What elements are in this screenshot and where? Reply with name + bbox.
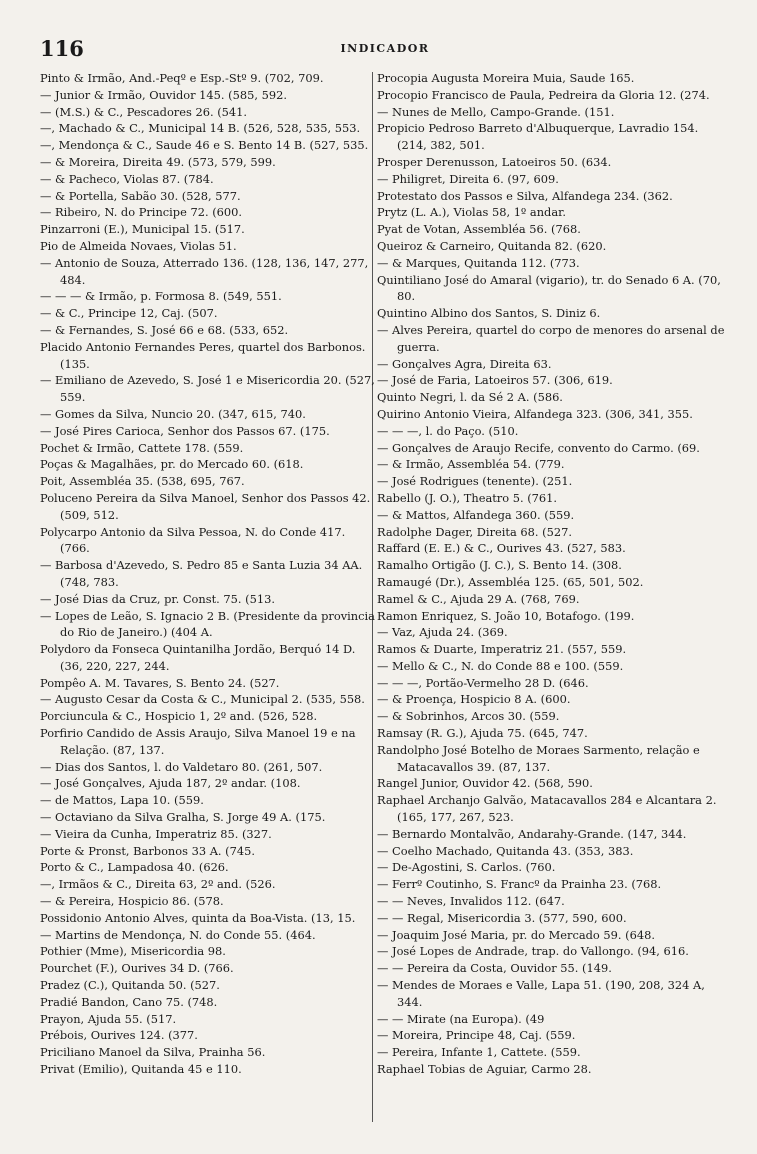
directory-entry: Placido Antonio Fernandes Peres, quartel dos Barbonos. (135.	[40, 339, 366, 371]
directory-entry: — Emiliano de Azevedo, S. José 1 e Misericordia 20. (527, 559.	[40, 373, 375, 405]
directory-entry: — — Mirate (na Europa). (49	[377, 1011, 545, 1026]
directory-entry: Porciuncula & C., Hospicio 1, 2º and. (526, 528.	[40, 709, 318, 724]
directory-entry: — & Marques, Quitanda 112. (773.	[377, 255, 580, 270]
directory-entry: Rangel Junior, Ouvidor 42. (568, 590.	[377, 776, 593, 791]
directory-entry: Pio de Almeida Novaes, Violas 51.	[40, 238, 237, 253]
directory-entry: — — Neves, Invalidos 112. (647.	[377, 894, 565, 909]
directory-entry: Porto & C., Lampadosa 40. (626.	[40, 860, 229, 875]
directory-entry: — José de Faria, Latoeiros 57. (306, 619.	[377, 373, 613, 388]
directory-entry: — Alves Pereira, quartel do corpo de menores do arsenal de guerra.	[377, 322, 725, 354]
directory-entry: Prébois, Ourives 124. (377.	[40, 1028, 198, 1043]
directory-entry: Ramalho Ortigão (J. C.), S. Bento 14. (308.	[377, 558, 622, 573]
directory-entry: Ramos & Duarte, Imperatriz 21. (557, 559.	[377, 642, 627, 657]
directory-entry: — & Proença, Hospicio 8 A. (600.	[377, 692, 571, 707]
directory-entry: Procopia Augusta Moreira Muia, Saude 165.	[377, 71, 635, 85]
directory-entry: Pyat de Votan, Assembléa 56. (768.	[377, 222, 581, 237]
directory-entry: Queiroz & Carneiro, Quitanda 82. (620.	[377, 238, 607, 253]
directory-entry: —, Mendonça & C., Saude 46 e S. Bento 14 B. (527, 535.	[40, 138, 369, 153]
directory-entry: — Ferrº Coutinho, S. Francº da Prainha 23. (768.	[377, 877, 662, 892]
directory-entry: Pompêo A. M. Tavares, S. Bento 24. (527.	[40, 675, 280, 690]
directory-entry: Polycarpo Antonio da Silva Pessoa, N. do Conde 417. (766.	[40, 524, 346, 556]
directory-entry: — & Pacheco, Violas 87. (784.	[40, 171, 214, 186]
directory-entry: Pinto & Irmão, And.-Peqº e Esp.-Stº 9. (702, 709.	[40, 71, 324, 85]
directory-entry: Quintino Albino dos Santos, S. Diniz 6.	[377, 306, 601, 321]
directory-entry: — Vieira da Cunha, Imperatriz 85. (327.	[40, 826, 272, 841]
left-column	[40, 70, 375, 1078]
directory-entry: Pradié Bandon, Cano 75. (748.	[40, 994, 218, 1009]
directory-entry: — Octaviano da Silva Gralha, S. Jorge 49 A. (175.	[40, 810, 326, 825]
page-header	[40, 36, 730, 62]
directory-entry: — Gomes da Silva, Nuncio 20. (347, 615, 740.	[40, 406, 306, 421]
directory-entry: Ramsay (R. G.), Ajuda 75. (645, 747.	[377, 726, 588, 741]
directory-entry: Pothier (Mme), Misericordia 98.	[40, 944, 226, 959]
directory-entry: — Philigret, Direita 6. (97, 609.	[377, 171, 559, 186]
directory-entry: Radolphe Dager, Direita 68. (527.	[377, 524, 572, 539]
directory-entry: — José Rodrigues (tenente). (251.	[377, 474, 573, 489]
directory-entry: Porfirio Candido de Assis Araujo, Silva Manoel 19 e na Relação. (87, 137.	[40, 726, 356, 757]
directory-entry: Poit, Assembléa 35. (538, 695, 767.	[40, 474, 245, 489]
directory-entry: —, Irmãos & C., Direita 63, 2º and. (526.	[40, 877, 276, 892]
directory-entry: Priciliano Manoel da Silva, Prainha 56.	[40, 1045, 266, 1060]
directory-entry: Ramel & C., Ajuda 29 A. (768, 769.	[377, 591, 580, 606]
directory-entry: — Joaquim José Maria, pr. do Mercado 59. (648.	[377, 927, 655, 942]
directory-entry: Quintiliano José do Amaral (vigario), tr. do Senado 6 A. (70, 80.	[377, 272, 721, 304]
directory-entry: — & Moreira, Direita 49. (573, 579, 599.	[40, 154, 276, 169]
directory-entry: — Nunes de Mello, Campo-Grande. (151.	[377, 104, 615, 119]
directory-entry: Prosper Derenusson, Latoeiros 50. (634.	[377, 154, 612, 169]
directory-entry: Raphael Tobias de Aguiar, Carmo 28.	[377, 1062, 592, 1077]
directory-entry: — Moreira, Principe 48, Caj. (559.	[377, 1028, 576, 1043]
directory-entry: — Mendes de Moraes e Valle, Lapa 51. (190, 208, 324 A, 344.	[377, 978, 705, 1009]
directory-entry: — Augusto Cesar da Costa & C., Municipal 2. (535, 558.	[40, 692, 365, 707]
directory-entry: — Ribeiro, N. do Principe 72. (600.	[40, 205, 243, 220]
page-number: 116	[40, 36, 84, 61]
directory-entry: — De-Agostini, S. Carlos. (760.	[377, 860, 556, 875]
directory-entry: — — Pereira da Costa, Ouvidor 55. (149.	[377, 961, 612, 976]
directory-entry: Ramaugé (Dr.), Assembléa 125. (65, 501, 502.	[377, 574, 644, 589]
directory-entry: Quirino Antonio Vieira, Alfandega 323. (306, 341, 355.	[377, 406, 693, 421]
directory-entry: Poluceno Pereira da Silva Manoel, Senhor dos Passos 42. (509, 512.	[40, 490, 371, 522]
directory-entry: — & Irmão, Assembléa 54. (779.	[377, 457, 565, 472]
directory-entry: — — — & Irmão, p. Formosa 8. (549, 551.	[40, 289, 282, 304]
directory-entry: Possidonio Antonio Alves, quinta da Boa-Vista. (13, 15.	[40, 910, 356, 925]
directory-entry: Porte & Pronst, Barbonos 33 A. (745.	[40, 843, 255, 858]
directory-entry: — — —, Portão-Vermelho 28 D. (646.	[377, 675, 589, 690]
directory-entry: Polydoro da Fonseca Quintanilha Jordão, Berquó 14 D. (36, 220, 227, 244.	[40, 642, 356, 673]
directory-entry: Privat (Emilio), Quitanda 45 e 110.	[40, 1062, 242, 1077]
directory-entry: Pinzarroni (E.), Municipal 15. (517.	[40, 222, 245, 237]
directory-entry: — Gonçalves Agra, Direita 63.	[377, 356, 552, 371]
directory-entry: Pochet & Irmão, Cattete 178. (559.	[40, 440, 244, 455]
directory-entry: — & Fernandes, S. José 66 e 68. (533, 652.	[40, 322, 289, 337]
directory-entry: Randolpho José Botelho de Moraes Sarmento, relação e Matacavallos 39. (87, 137.	[377, 742, 700, 774]
directory-entry: — (M.S.) & C., Pescadores 26. (541.	[40, 104, 248, 119]
right-column	[377, 70, 731, 1078]
directory-entry: — José Lopes de Andrade, trap. do Vallongo. (94, 616.	[377, 944, 689, 959]
running-title: INDICADOR	[340, 42, 430, 55]
directory-entry: Rabello (J. O.), Theatro 5. (761.	[377, 490, 558, 505]
directory-entry: Protestato dos Passos e Silva, Alfandega 234. (362.	[377, 188, 673, 203]
directory-entry: — & Pereira, Hospicio 86. (578.	[40, 894, 224, 909]
directory-entry: — Barbosa d'Azevedo, S. Pedro 85 e Santa Luzia 34 AA. (748, 783.	[40, 558, 363, 589]
directory-entry: — Gonçalves de Araujo Recife, convento do Carmo. (69.	[377, 440, 700, 455]
directory-entry: — Pereira, Infante 1, Cattete. (559.	[377, 1045, 581, 1060]
directory-entry: — & Portella, Sabão 30. (528, 577.	[40, 188, 241, 203]
directory-entry: — & Mattos, Alfandega 360. (559.	[377, 507, 575, 522]
directory-entry: — José Pires Carioca, Senhor dos Passos 67. (175.	[40, 423, 330, 438]
directory-entry: — de Mattos, Lapa 10. (559.	[40, 793, 204, 808]
directory-entry: — Lopes de Leão, S. Ignacio 2 B. (Presidente da provincia do Rio de Janeiro.) (404 A.	[40, 608, 375, 640]
directory-entry: Pourchet (F.), Ourives 34 D. (766.	[40, 961, 234, 976]
directory-entry: Raphael Archanjo Galvão, Matacavallos 284 e Alcantara 2. (165, 177, 267, 523.	[377, 793, 717, 825]
directory-entry: Poças & Magalhães, pr. do Mercado 60. (618.	[40, 457, 304, 472]
directory-entry: — Dias dos Santos, l. do Valdetaro 80. (261, 507.	[40, 759, 323, 774]
directory-entry: Prytz (L. A.), Violas 58, 1º andar.	[377, 205, 566, 220]
directory-entry: — — Regal, Misericordia 3. (577, 590, 600.	[377, 910, 627, 925]
directory-entry: — Vaz, Ajuda 24. (369.	[377, 625, 508, 640]
directory-entry: Raffard (E. E.) & C., Ourives 43. (527, 583.	[377, 541, 626, 556]
directory-entry: — Bernardo Montalvão, Andarahy-Grande. (147, 344.	[377, 826, 687, 841]
directory-entry: Quinto Negri, l. da Sé 2 A. (586.	[377, 390, 563, 405]
directory-entry: — Martins de Mendonça, N. do Conde 55. (464.	[40, 927, 316, 942]
directory-entry: — & C., Principe 12, Caj. (507.	[40, 306, 218, 321]
directory-entry: — — —, l. do Paço. (510.	[377, 423, 519, 438]
directory-entry: — Coelho Machado, Quitanda 43. (353, 383.	[377, 843, 634, 858]
directory-entry: Propicio Pedroso Barreto d'Albuquerque, Lavradio 154. (214, 382, 501.	[377, 121, 699, 153]
directory-entry: — Junior & Irmão, Ouvidor 145. (585, 592.	[40, 87, 287, 102]
directory-entry: — & Sobrinhos, Arcos 30. (559.	[377, 709, 560, 724]
directory-entry: — Antonio de Souza, Atterrado 136. (128, 136, 147, 277, 484.	[40, 255, 369, 287]
directory-entry: — Mello & C., N. do Conde 88 e 100. (559.	[377, 658, 624, 673]
directory-entry: Prayon, Ajuda 55. (517.	[40, 1011, 177, 1026]
directory-entry: Ramon Enriquez, S. João 10, Botafogo. (199.	[377, 608, 635, 623]
directory-entry: —, Machado & C., Municipal 14 B. (526, 528, 535, 553.	[40, 121, 361, 136]
directory-entry: Procopio Francisco de Paula, Pedreira da Gloria 12. (274.	[377, 87, 710, 102]
directory-entry: Pradez (C.), Quitanda 50. (527.	[40, 978, 220, 993]
directory-entry: — José Gonçalves, Ajuda 187, 2º andar. (108.	[40, 776, 301, 791]
directory-entry: — José Dias da Cruz, pr. Const. 75. (513.	[40, 591, 275, 606]
